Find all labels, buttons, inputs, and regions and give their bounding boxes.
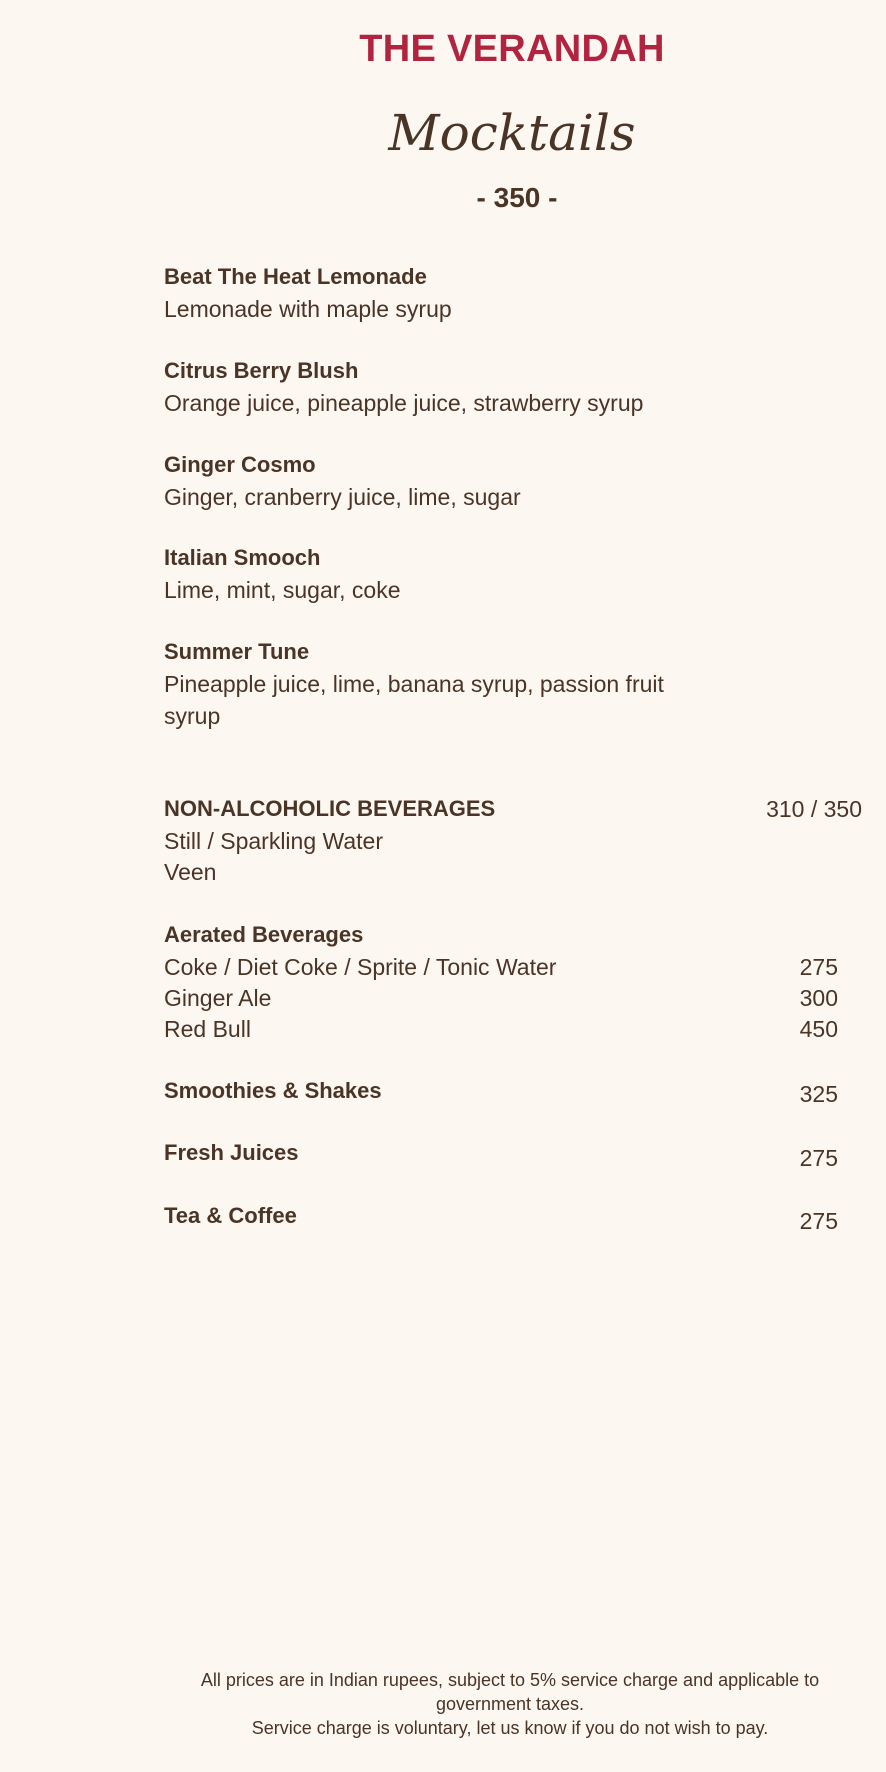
aerated-price: 450 <box>799 1016 838 1042</box>
non-alcoholic-title: NON-ALCOHOLIC BEVERAGES <box>164 796 496 821</box>
non-alcoholic-item: Still / Sparkling Water <box>164 828 383 854</box>
footer-line-service-charge: Service charge is voluntary, let us know if you do not wish to pay. <box>251 1718 769 1738</box>
non-alcoholic-price: 310 / 350 <box>766 796 862 822</box>
aerated-title: Aerated Beverages <box>164 922 364 947</box>
aerated-item: Red Bull <box>164 1016 251 1042</box>
section-title-mocktails: Mocktails <box>388 104 636 162</box>
section-name: Smoothies & Shakes <box>164 1078 382 1103</box>
mocktail-description: Ginger, cranberry juice, lime, sugar <box>164 484 521 510</box>
restaurant-name: THE VERANDAH <box>359 28 665 70</box>
mocktail-name: Ginger Cosmo <box>164 452 316 477</box>
aerated-item: Coke / Diet Coke / Sprite / Tonic Water <box>164 954 557 980</box>
footer-line-taxes: All prices are in Indian rupees, subject to 5% service charge and applicable to government taxes. <box>200 1670 820 1714</box>
section-price: 325 <box>799 1081 838 1107</box>
mocktail-description: Lime, mint, sugar, coke <box>164 577 401 603</box>
mocktail-name: Summer Tune <box>164 639 310 664</box>
mocktail-description: Orange juice, pineapple juice, strawberry syrup <box>164 390 644 416</box>
section-name: Tea & Coffee <box>164 1203 297 1228</box>
mocktail-name: Italian Smooch <box>164 545 321 570</box>
section-price: 275 <box>799 1208 838 1234</box>
section-price: - 350 - <box>476 182 558 213</box>
non-alcoholic-item: Veen <box>164 859 217 885</box>
mocktail-name: Beat The Heat Lemonade <box>164 264 427 289</box>
section-name: Fresh Juices <box>164 1140 299 1165</box>
aerated-price: 275 <box>799 954 838 980</box>
footer-note <box>160 1668 860 1740</box>
section-price: 275 <box>799 1145 838 1171</box>
mocktail-description: Pineapple juice, lime, banana syrup, passion fruit syrup <box>164 671 664 729</box>
aerated-price: 300 <box>799 985 838 1011</box>
mocktail-description: Lemonade with maple syrup <box>164 296 452 322</box>
mocktail-name: Citrus Berry Blush <box>164 358 359 383</box>
aerated-item: Ginger Ale <box>164 985 272 1011</box>
